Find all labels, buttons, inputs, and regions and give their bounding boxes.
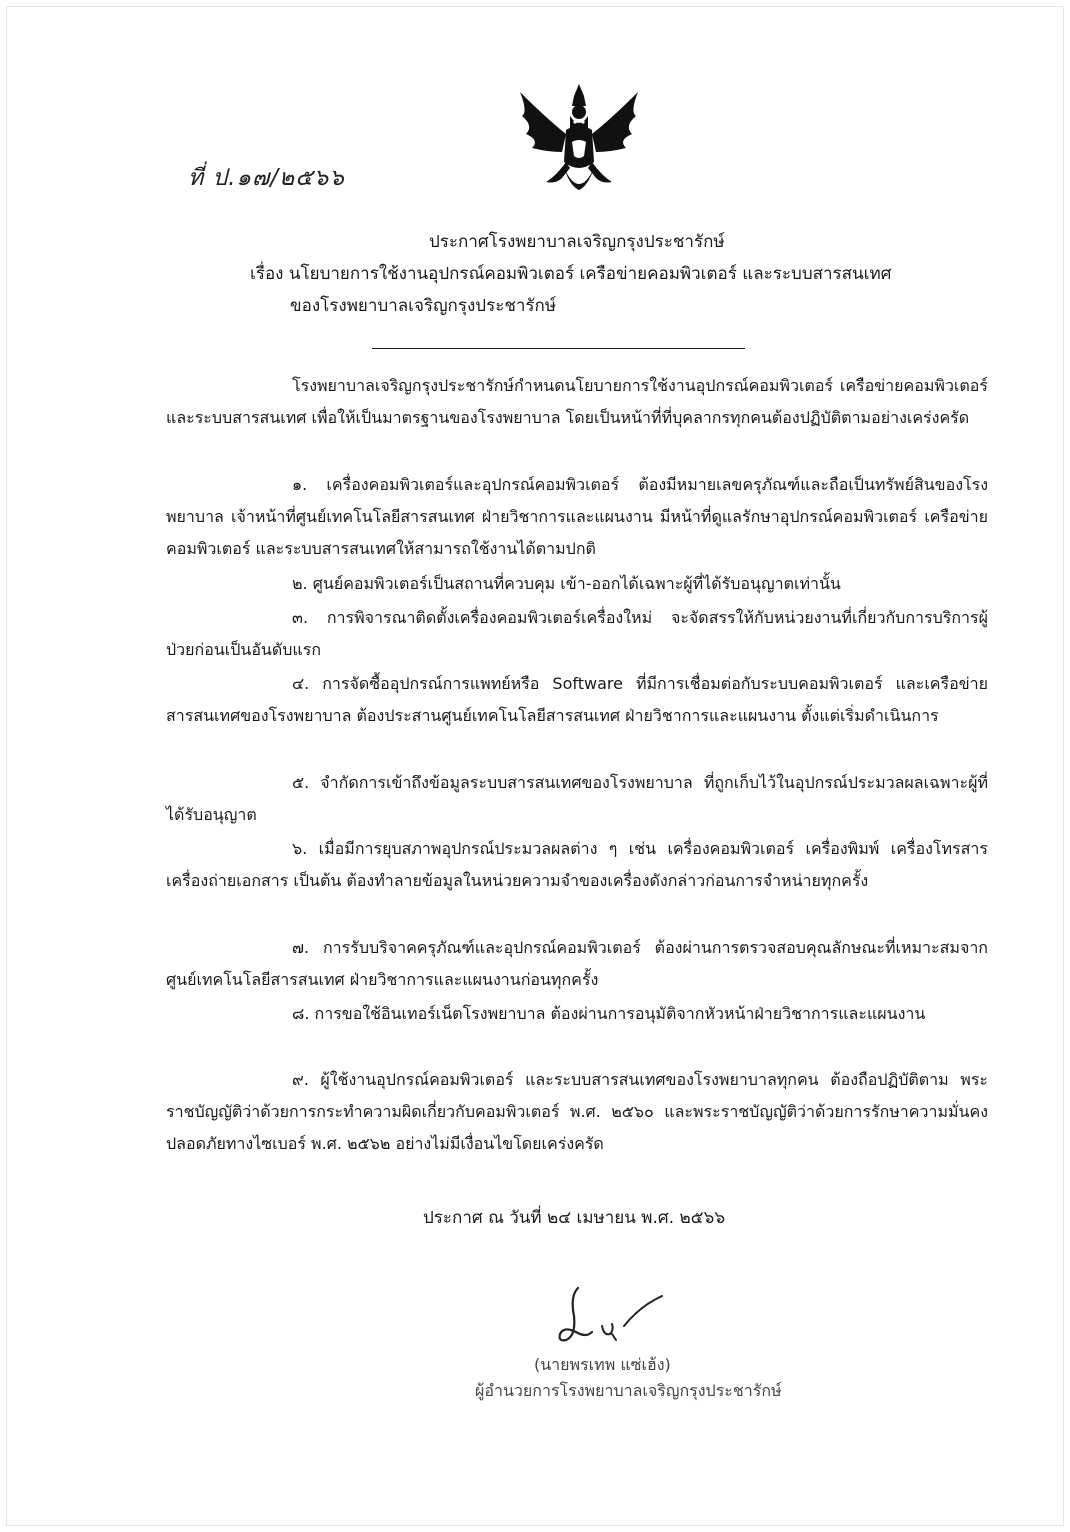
- intro-text: โรงพยาบาลเจริญกรุงประชารักษ์กำหนดนโยบายการใช้งานอุปกรณ์คอมพิวเตอร์ เครือข่ายคอมพิวเตอร์และระบบสารสนเทศ เพื่อให้เป็นมาตรฐานของโรงพยาบาล โดยเป็นหน้าที่ที่บุคลากรทุกคนต้องปฏิบัติตามอย่างเคร่งครัด: [166, 376, 988, 427]
- heading-divider: [372, 348, 745, 349]
- policy-item-8: [166, 998, 988, 1030]
- announcement-date: ประกาศ ณ วันที่ ๒๔ เมษายน พ.ศ. ๒๕๖๖: [423, 1208, 726, 1228]
- heading-subject-continued: ของโรงพยาบาลเจริญกรุงประชารักษ์: [290, 296, 557, 316]
- policy-item-text: ๒. ศูนย์คอมพิวเตอร์เป็นสถานที่ควบคุม เข้า-ออกได้เฉพาะผู้ที่ได้รับอนุญาตเท่านั้น: [292, 574, 841, 593]
- policy-item-text: ๓. การพิจารณาติดตั้งเครื่องคอมพิวเตอร์เครื่องใหม่ จะจัดสรรให้กับหน่วยงานที่เกี่ยวกับการบริการผู้ป่วยก่อนเป็นอันดับแรก: [166, 608, 988, 659]
- heading-title: ประกาศโรงพยาบาลเจริญกรุงประชารักษ์: [429, 232, 725, 252]
- policy-item-5: [166, 767, 988, 831]
- heading-subject: เรื่อง นโยบายการใช้งานอุปกรณ์คอมพิวเตอร์ เครือข่ายคอมพิวเตอร์ และระบบสารสนเทศ: [250, 264, 892, 284]
- policy-item-9: [166, 1064, 988, 1160]
- signer-name: (นายพรเทพ แซ่เฮ้ง): [534, 1355, 671, 1374]
- policy-item-3: [166, 602, 988, 666]
- policy-item-text: ๗. การรับบริจาคครุภัณฑ์และอุปกรณ์คอมพิวเตอร์ ต้องผ่านการตรวจสอบคุณลักษณะที่เหมาะสมจากศูนย์เทคโนโลยีสารสนเทศ ฝ่ายวิชาการและแผนงานก่อนทุกครั้ง: [166, 938, 988, 989]
- policy-item-text: ๘. การขอใช้อินเทอร์เน็ตโรงพยาบาล ต้องผ่านการอนุมัติจากหัวหน้าฝ่ายวิชาการและแผนงาน: [292, 1004, 926, 1023]
- policy-item-7: [166, 932, 988, 996]
- policy-item-4: [166, 668, 988, 732]
- policy-item-text: ๕. จำกัดการเข้าถึงข้อมูลระบบสารสนเทศของโรงพยาบาล ที่ถูกเก็บไว้ในอุปกรณ์ประมวลผลเฉพาะผู้ที่ได้รับอนุญาต: [166, 773, 988, 824]
- handwritten-signature: [540, 1276, 670, 1356]
- policy-item-6: [166, 833, 988, 897]
- policy-item-2: [166, 568, 988, 600]
- policy-item-text: ๖. เมื่อมีการยุบสภาพอุปกรณ์ประมวลผลต่าง ๆ เช่น เครื่องคอมพิวเตอร์ เครื่องพิมพ์ เครื่องโทรสาร เครื่องถ่ายเอกสาร เป็นต้น ต้องทำลายข้อมูลในหน่วยความจำของเครื่องดังกล่าวก่อนการจำหน่ายทุกครั้ง: [166, 839, 988, 890]
- policy-item-text: ๑. เครื่องคอมพิวเตอร์และอุปกรณ์คอมพิวเตอร์ ต้องมีหมายเลขครุภัณฑ์และถือเป็นทรัพย์สินของโรงพยาบาล เจ้าหน้าที่ศูนย์เทคโนโลยีสารสนเทศ ฝ่ายวิชาการและแผนงาน มีหน้าที่ดูแลรักษาอุปกรณ์คอมพิวเตอร์ เครือข่ายคอมพิวเตอร์ และระบบสารสนเทศให้สามารถใช้งานได้ตามปกติ: [166, 475, 988, 558]
- garuda-emblem-icon: [516, 82, 642, 200]
- intro-paragraph: [166, 370, 988, 434]
- document-number: ที่ ป.๑๗/๒๕๖๖: [188, 165, 345, 191]
- policy-item-text: ๔. การจัดซื้ออุปกรณ์การแพทย์หรือ Software ที่มีการเชื่อมต่อกับระบบคอมพิวเตอร์ และเครือข่ายสารสนเทศของโรงพยาบาล ต้องประสานศูนย์เทคโนโลยีสารสนเทศ ฝ่ายวิชาการและแผนงาน ตั้งแต่เริ่มดำเนินการ: [166, 674, 988, 725]
- signer-title: ผู้อำนวยการโรงพยาบาลเจริญกรุงประชารักษ์: [475, 1381, 782, 1400]
- policy-item-text: ๙. ผู้ใช้งานอุปกรณ์คอมพิวเตอร์ และระบบสารสนเทศของโรงพยาบาลทุกคน ต้องถือปฏิบัติตาม พระราชบัญญัติว่าด้วยการกระทำความผิดเกี่ยวกับคอมพิวเตอร์ พ.ศ. ๒๕๖๐ และพระราชบัญญัติว่าด้วยการรักษาความมั่นคงปลอดภัยทางไซเบอร์ พ.ศ. ๒๕๖๒ อย่างไม่มีเงื่อนไขโดยเคร่งครัด: [166, 1070, 988, 1153]
- policy-item-1: [166, 469, 988, 565]
